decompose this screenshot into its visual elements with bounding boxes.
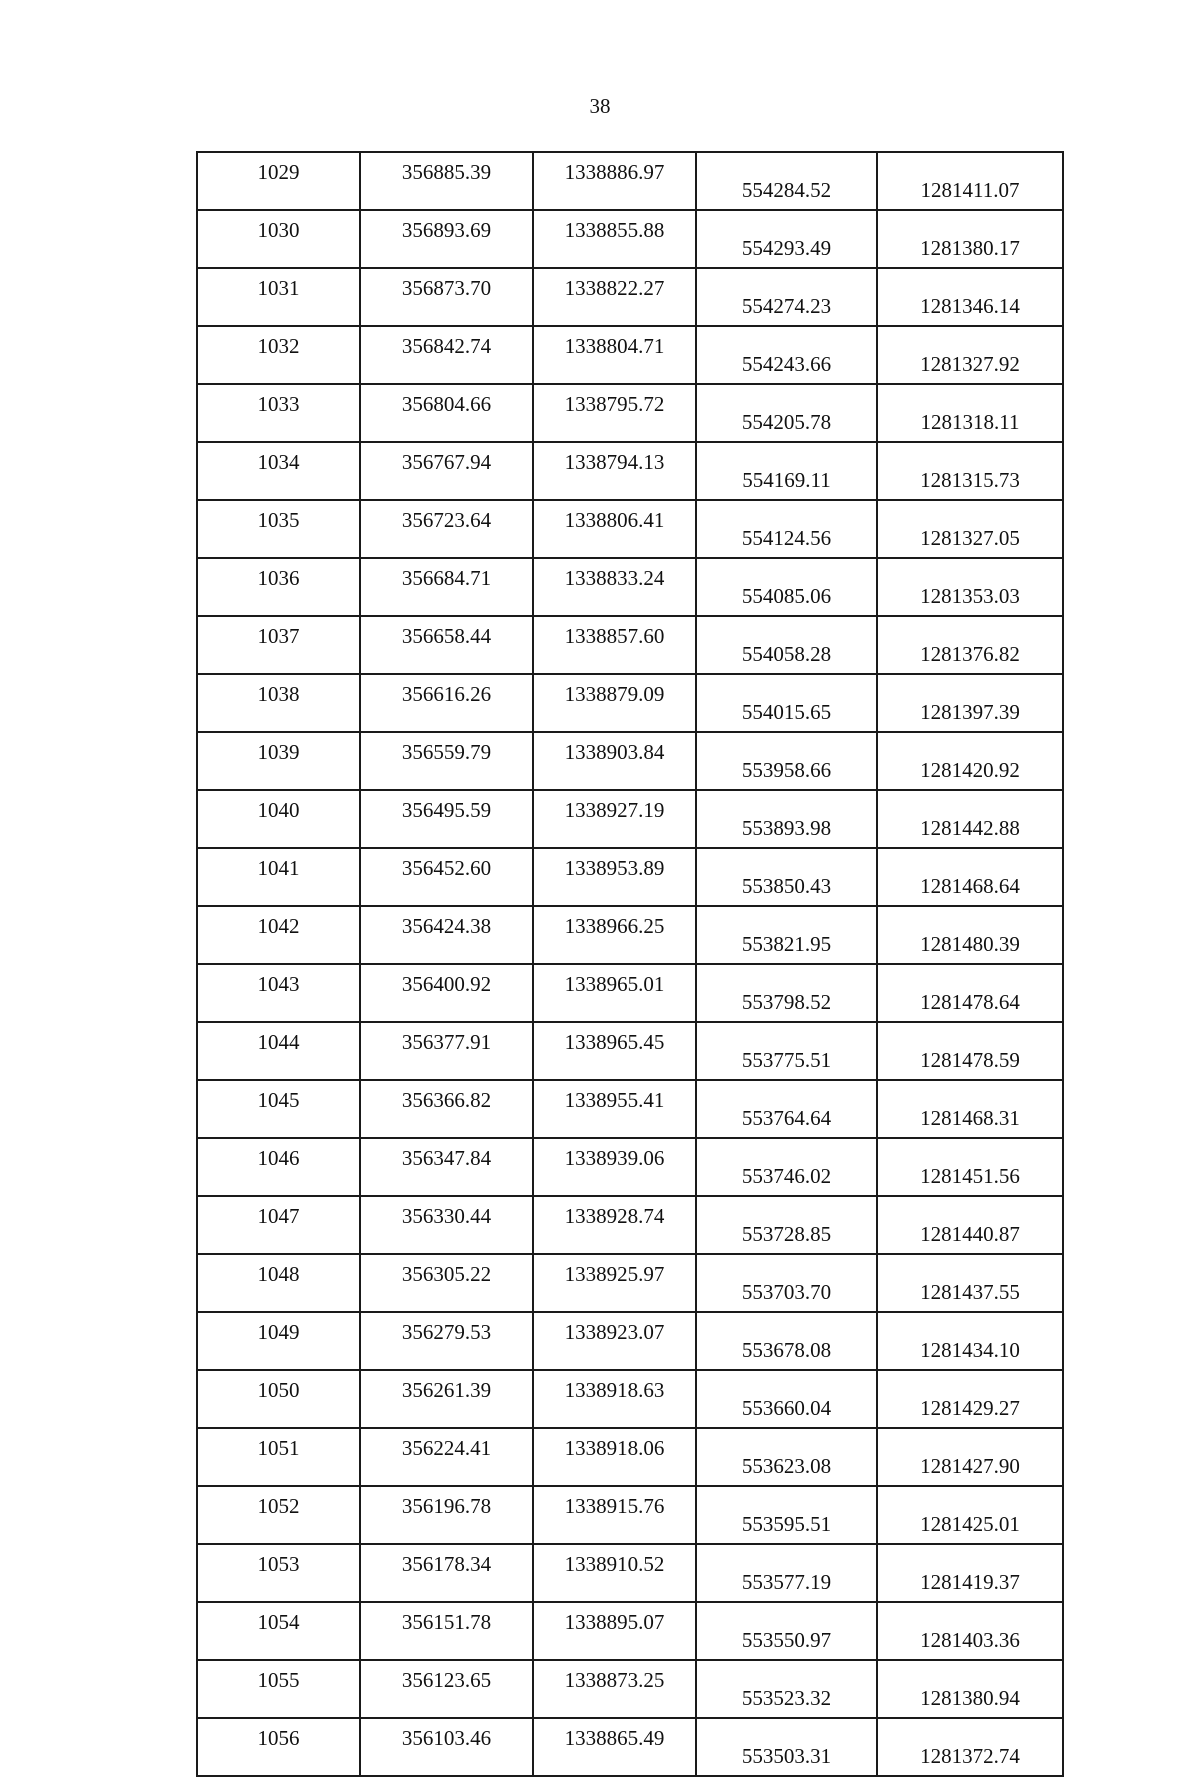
coord-b-y-cell: 1281420.92 (877, 732, 1063, 790)
point-number-cell: 1055 (197, 1660, 360, 1718)
coord-a-y-cell: 1338886.97 (533, 152, 696, 210)
table-row (197, 732, 1063, 790)
coord-a-x-cell: 356279.53 (360, 1312, 533, 1370)
coord-b-x-cell: 553623.08 (696, 1428, 877, 1486)
coord-a-x-cell: 356804.66 (360, 384, 533, 442)
coord-a-x-cell: 356873.70 (360, 268, 533, 326)
coord-b-y-cell: 1281468.31 (877, 1080, 1063, 1138)
coord-b-x-cell: 553523.32 (696, 1660, 877, 1718)
coord-a-x-cell: 356400.92 (360, 964, 533, 1022)
point-number-cell: 1039 (197, 732, 360, 790)
coord-b-x-cell: 553821.95 (696, 906, 877, 964)
table-row (197, 1254, 1063, 1312)
table-row (197, 268, 1063, 326)
coord-b-x-cell: 554124.56 (696, 500, 877, 558)
point-number-cell: 1041 (197, 848, 360, 906)
coord-b-y-cell: 1281318.11 (877, 384, 1063, 442)
coord-a-y-cell: 1338879.09 (533, 674, 696, 732)
page-number: 38 (589, 94, 611, 118)
point-number-cell: 1032 (197, 326, 360, 384)
coord-a-y-cell: 1338915.76 (533, 1486, 696, 1544)
coord-a-x-cell: 356366.82 (360, 1080, 533, 1138)
coord-b-y-cell: 1281478.59 (877, 1022, 1063, 1080)
coord-b-y-cell: 1281480.39 (877, 906, 1063, 964)
coord-a-x-cell: 356452.60 (360, 848, 533, 906)
point-number-cell: 1034 (197, 442, 360, 500)
point-number-cell: 1050 (197, 1370, 360, 1428)
table-row (197, 1544, 1063, 1602)
coord-a-x-cell: 356377.91 (360, 1022, 533, 1080)
point-number-cell: 1036 (197, 558, 360, 616)
coord-a-x-cell: 356658.44 (360, 616, 533, 674)
table-row (197, 442, 1063, 500)
point-number-cell: 1053 (197, 1544, 360, 1602)
point-number-cell: 1037 (197, 616, 360, 674)
coord-b-y-cell: 1281411.07 (877, 152, 1063, 210)
coord-a-y-cell: 1338865.49 (533, 1718, 696, 1776)
point-number-cell: 1054 (197, 1602, 360, 1660)
coord-b-y-cell: 1281380.94 (877, 1660, 1063, 1718)
coord-a-y-cell: 1338822.27 (533, 268, 696, 326)
point-number-cell: 1029 (197, 152, 360, 210)
coord-b-x-cell: 553678.08 (696, 1312, 877, 1370)
point-number-cell: 1046 (197, 1138, 360, 1196)
point-number-cell: 1051 (197, 1428, 360, 1486)
coord-b-y-cell: 1281376.82 (877, 616, 1063, 674)
coord-b-y-cell: 1281327.92 (877, 326, 1063, 384)
point-number-cell: 1033 (197, 384, 360, 442)
table-row (197, 1660, 1063, 1718)
coord-a-y-cell: 1338910.52 (533, 1544, 696, 1602)
coord-b-x-cell: 553577.19 (696, 1544, 877, 1602)
coord-a-y-cell: 1338903.84 (533, 732, 696, 790)
coord-a-y-cell: 1338795.72 (533, 384, 696, 442)
point-number-cell: 1056 (197, 1718, 360, 1776)
coord-b-x-cell: 553775.51 (696, 1022, 877, 1080)
coord-b-x-cell: 553503.31 (696, 1718, 877, 1776)
table-row (197, 1602, 1063, 1660)
point-number-cell: 1047 (197, 1196, 360, 1254)
table-row (197, 152, 1063, 210)
coord-b-x-cell: 553746.02 (696, 1138, 877, 1196)
table-row (197, 1718, 1063, 1776)
coord-b-x-cell: 554274.23 (696, 268, 877, 326)
coord-a-y-cell: 1338918.63 (533, 1370, 696, 1428)
coord-b-y-cell: 1281440.87 (877, 1196, 1063, 1254)
coord-a-y-cell: 1338794.13 (533, 442, 696, 500)
coord-b-y-cell: 1281427.90 (877, 1428, 1063, 1486)
table-row (197, 964, 1063, 1022)
coord-a-y-cell: 1338955.41 (533, 1080, 696, 1138)
coord-a-x-cell: 356424.38 (360, 906, 533, 964)
table-row (197, 1428, 1063, 1486)
coord-a-y-cell: 1338833.24 (533, 558, 696, 616)
table-row (197, 1370, 1063, 1428)
coord-a-y-cell: 1338966.25 (533, 906, 696, 964)
coord-b-x-cell: 553595.51 (696, 1486, 877, 1544)
table-row (197, 326, 1063, 384)
coord-a-y-cell: 1338857.60 (533, 616, 696, 674)
coord-a-x-cell: 356347.84 (360, 1138, 533, 1196)
coord-b-y-cell: 1281397.39 (877, 674, 1063, 732)
table-row (197, 384, 1063, 442)
point-number-cell: 1042 (197, 906, 360, 964)
coord-a-y-cell: 1338873.25 (533, 1660, 696, 1718)
coord-a-x-cell: 356885.39 (360, 152, 533, 210)
coord-b-x-cell: 553764.64 (696, 1080, 877, 1138)
coord-b-x-cell: 553660.04 (696, 1370, 877, 1428)
coordinate-table-body (197, 152, 1063, 1776)
coord-b-x-cell: 553850.43 (696, 848, 877, 906)
coord-a-x-cell: 356330.44 (360, 1196, 533, 1254)
point-number-cell: 1045 (197, 1080, 360, 1138)
coord-b-y-cell: 1281372.74 (877, 1718, 1063, 1776)
coord-a-x-cell: 356123.65 (360, 1660, 533, 1718)
table-row (197, 558, 1063, 616)
table-row (197, 1022, 1063, 1080)
coord-b-y-cell: 1281346.14 (877, 268, 1063, 326)
coord-b-x-cell: 553550.97 (696, 1602, 877, 1660)
coord-b-y-cell: 1281403.36 (877, 1602, 1063, 1660)
coord-a-y-cell: 1338895.07 (533, 1602, 696, 1660)
table-row (197, 210, 1063, 268)
coord-a-x-cell: 356103.46 (360, 1718, 533, 1776)
coord-b-y-cell: 1281442.88 (877, 790, 1063, 848)
coord-b-x-cell: 554284.52 (696, 152, 877, 210)
point-number-cell: 1031 (197, 268, 360, 326)
point-number-cell: 1049 (197, 1312, 360, 1370)
table-row (197, 674, 1063, 732)
table-row (197, 1196, 1063, 1254)
coord-a-x-cell: 356495.59 (360, 790, 533, 848)
coord-a-y-cell: 1338928.74 (533, 1196, 696, 1254)
coord-a-x-cell: 356842.74 (360, 326, 533, 384)
table-row (197, 790, 1063, 848)
coord-b-x-cell: 553798.52 (696, 964, 877, 1022)
coord-b-x-cell: 554243.66 (696, 326, 877, 384)
coord-a-x-cell: 356224.41 (360, 1428, 533, 1486)
coord-b-x-cell: 553703.70 (696, 1254, 877, 1312)
point-number-cell: 1038 (197, 674, 360, 732)
table-row (197, 1080, 1063, 1138)
coord-a-y-cell: 1338939.06 (533, 1138, 696, 1196)
table-row (197, 1312, 1063, 1370)
table-row (197, 616, 1063, 674)
coord-b-x-cell: 553728.85 (696, 1196, 877, 1254)
coord-a-x-cell: 356767.94 (360, 442, 533, 500)
coord-a-y-cell: 1338806.41 (533, 500, 696, 558)
coord-a-y-cell: 1338965.45 (533, 1022, 696, 1080)
coord-a-y-cell: 1338925.97 (533, 1254, 696, 1312)
point-number-cell: 1030 (197, 210, 360, 268)
coord-a-x-cell: 356305.22 (360, 1254, 533, 1312)
point-number-cell: 1052 (197, 1486, 360, 1544)
coord-b-y-cell: 1281425.01 (877, 1486, 1063, 1544)
coord-a-y-cell: 1338918.06 (533, 1428, 696, 1486)
coord-b-x-cell: 554293.49 (696, 210, 877, 268)
coord-a-x-cell: 356723.64 (360, 500, 533, 558)
coord-b-x-cell: 554205.78 (696, 384, 877, 442)
coord-b-y-cell: 1281451.56 (877, 1138, 1063, 1196)
table-row (197, 1486, 1063, 1544)
point-number-cell: 1048 (197, 1254, 360, 1312)
coord-b-x-cell: 554085.06 (696, 558, 877, 616)
coord-a-x-cell: 356178.34 (360, 1544, 533, 1602)
coordinate-table (196, 151, 1064, 1777)
coord-a-y-cell: 1338804.71 (533, 326, 696, 384)
coord-a-x-cell: 356893.69 (360, 210, 533, 268)
coord-a-y-cell: 1338965.01 (533, 964, 696, 1022)
coord-b-y-cell: 1281434.10 (877, 1312, 1063, 1370)
table-row (197, 848, 1063, 906)
coord-b-y-cell: 1281315.73 (877, 442, 1063, 500)
coord-b-y-cell: 1281380.17 (877, 210, 1063, 268)
point-number-cell: 1040 (197, 790, 360, 848)
coord-a-y-cell: 1338953.89 (533, 848, 696, 906)
point-number-cell: 1035 (197, 500, 360, 558)
coord-b-x-cell: 554058.28 (696, 616, 877, 674)
coord-b-x-cell: 554169.11 (696, 442, 877, 500)
table-row (197, 906, 1063, 964)
point-number-cell: 1043 (197, 964, 360, 1022)
point-number-cell: 1044 (197, 1022, 360, 1080)
coord-b-y-cell: 1281429.27 (877, 1370, 1063, 1428)
coord-a-x-cell: 356261.39 (360, 1370, 533, 1428)
coord-b-x-cell: 553958.66 (696, 732, 877, 790)
coord-a-x-cell: 356151.78 (360, 1602, 533, 1660)
coord-a-x-cell: 356684.71 (360, 558, 533, 616)
coord-b-y-cell: 1281478.64 (877, 964, 1063, 1022)
coord-b-y-cell: 1281437.55 (877, 1254, 1063, 1312)
coord-a-y-cell: 1338855.88 (533, 210, 696, 268)
coord-b-y-cell: 1281468.64 (877, 848, 1063, 906)
table-row (197, 500, 1063, 558)
coord-a-x-cell: 356616.26 (360, 674, 533, 732)
coord-a-x-cell: 356559.79 (360, 732, 533, 790)
coord-b-y-cell: 1281419.37 (877, 1544, 1063, 1602)
coord-b-y-cell: 1281327.05 (877, 500, 1063, 558)
coord-b-x-cell: 554015.65 (696, 674, 877, 732)
coord-a-x-cell: 356196.78 (360, 1486, 533, 1544)
table-row (197, 1138, 1063, 1196)
coord-b-x-cell: 553893.98 (696, 790, 877, 848)
coord-a-y-cell: 1338927.19 (533, 790, 696, 848)
coord-b-y-cell: 1281353.03 (877, 558, 1063, 616)
coord-a-y-cell: 1338923.07 (533, 1312, 696, 1370)
